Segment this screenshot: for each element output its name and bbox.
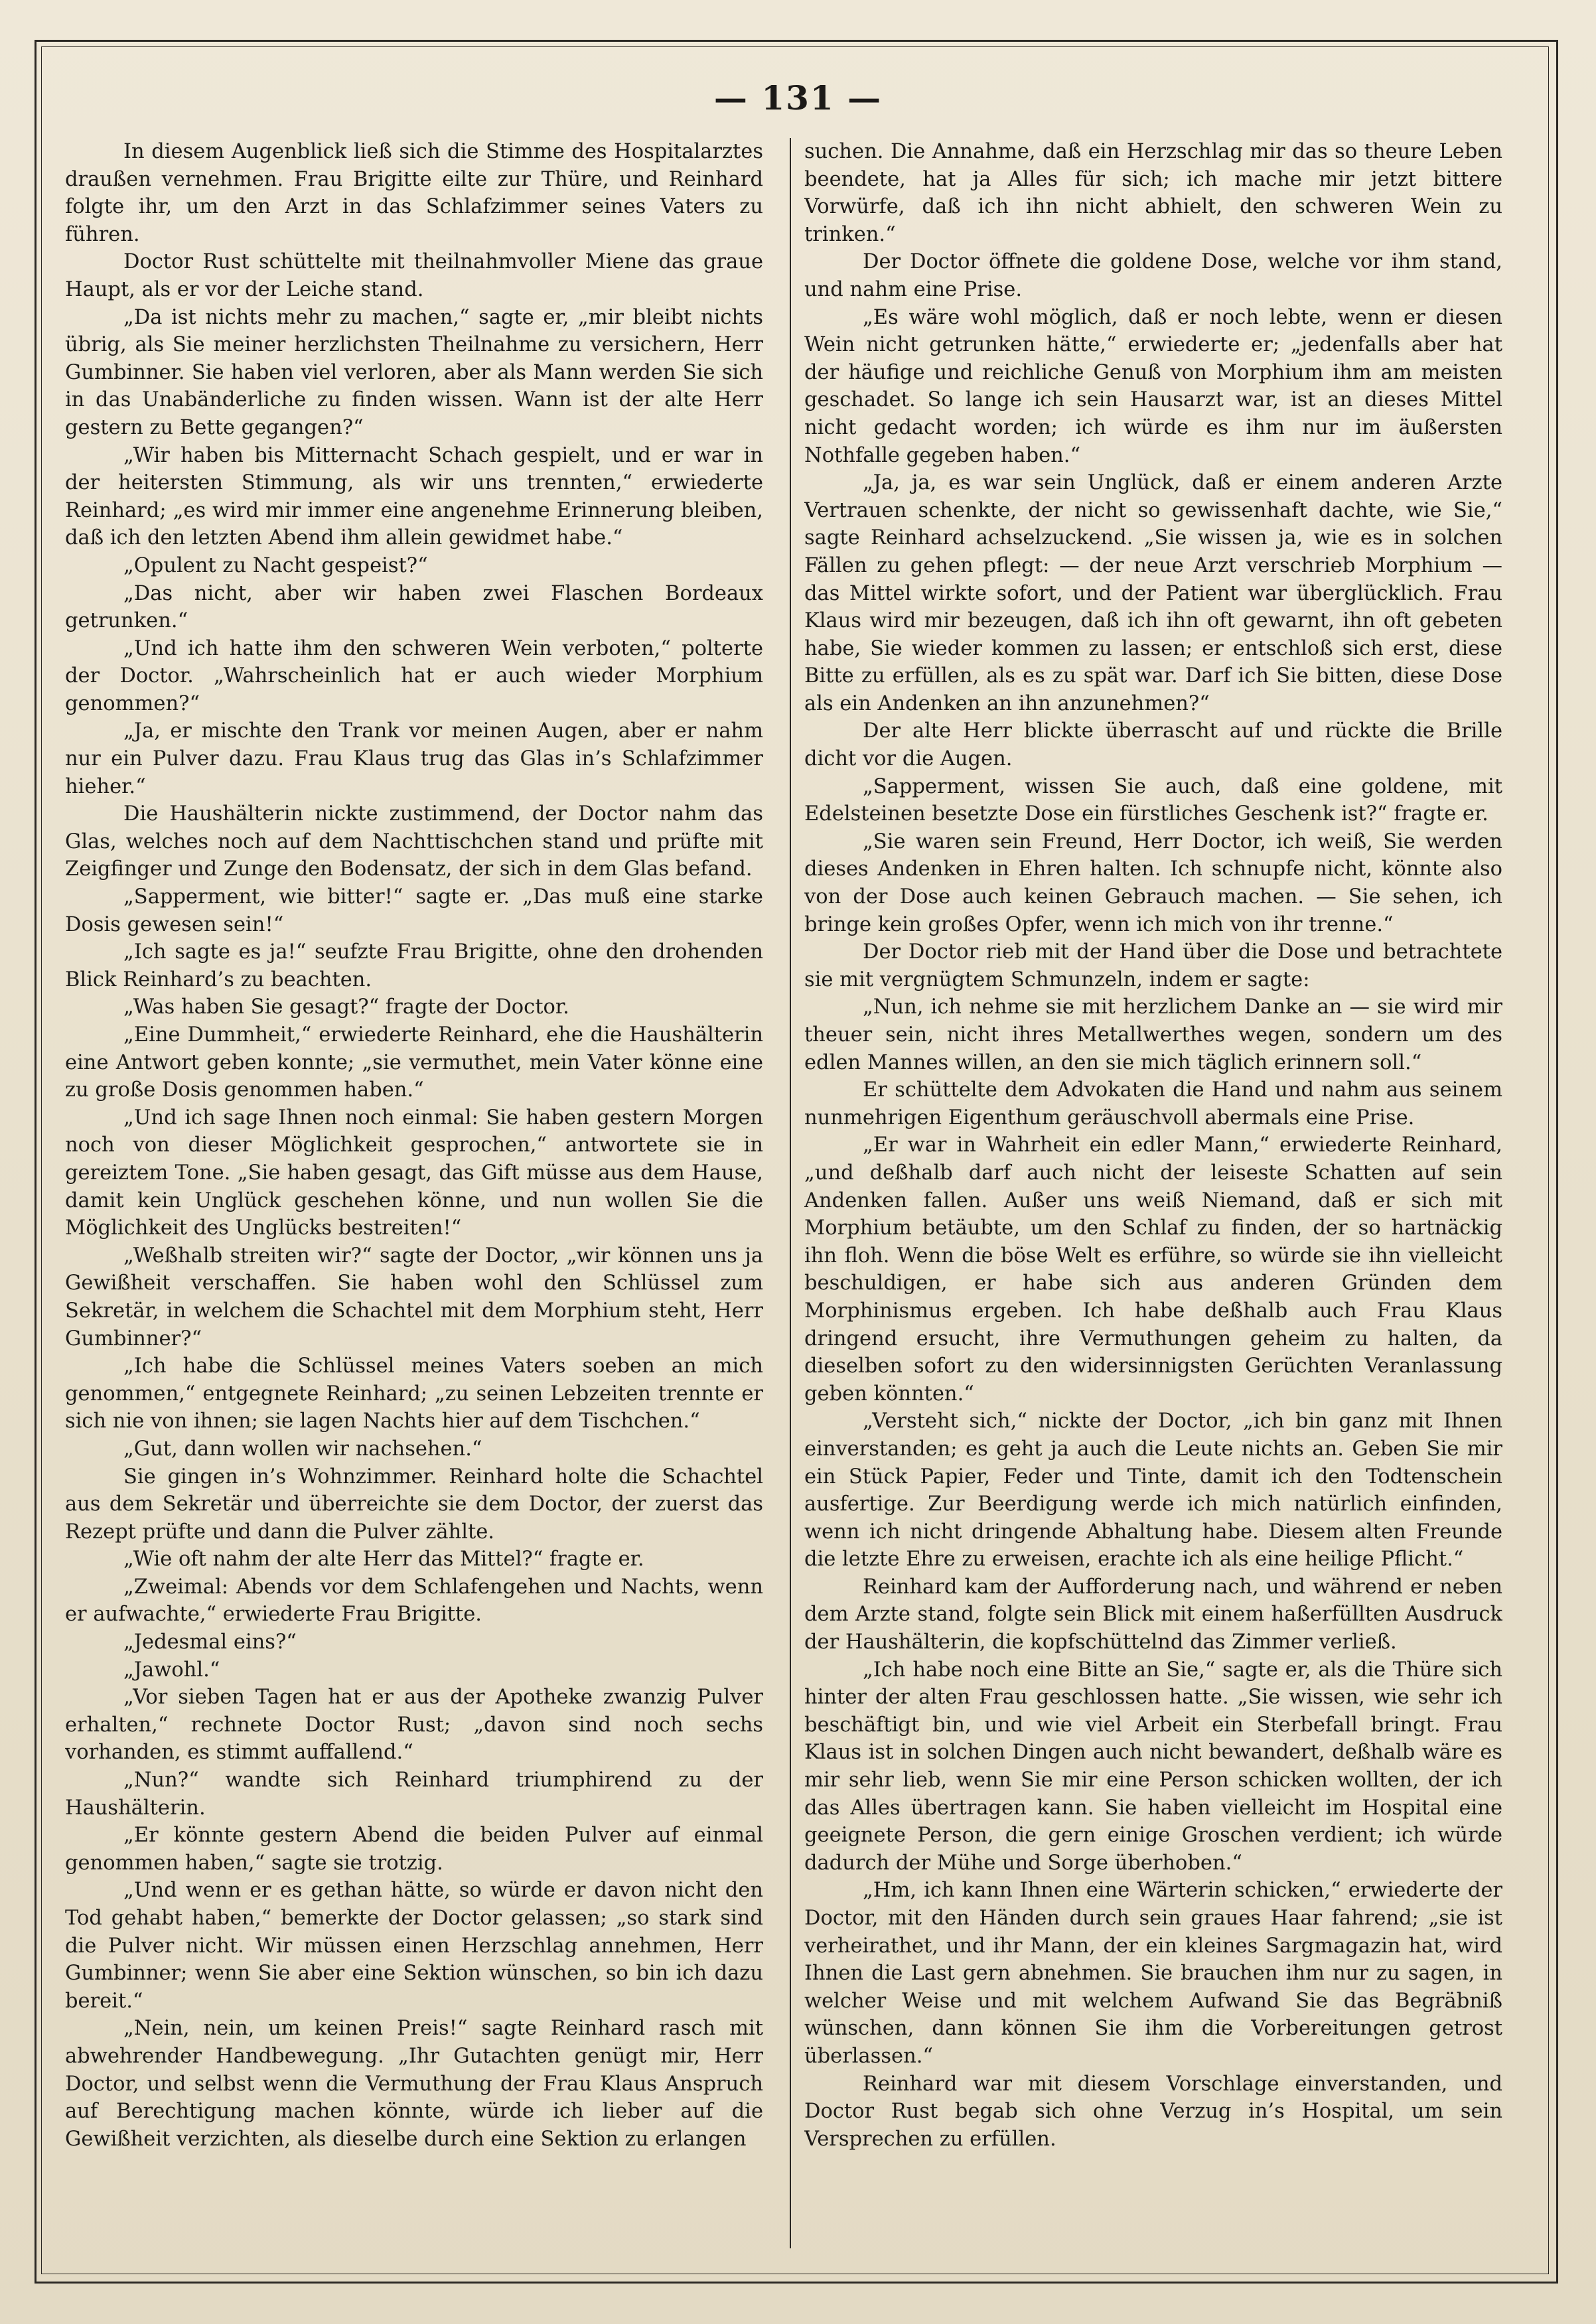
paragraph: Der Doctor rieb mit der Hand über die Dose und betrachtete sie mit vergnügtem Schmunzeln, indem er sagte:: [804, 940, 1502, 991]
paragraph: „Eine Dummheit,“ erwiederte Reinhard, ehe die Haushälterin eine Antwort geben konnte; „sie vermuthet, mein Vater könne eine zu große Dosis genommen haben.“: [65, 1023, 763, 1102]
paragraph: „Sie waren sein Freund, Herr Doctor, ich weiß, Sie werden dieses Andenken in Ehren halten. Ich schnupfe nicht, könnte also von der Dose auch keinen Gebrauch machen. — Sie sehen, ich bringe kein großes Opfer, wenn ich mich von ihr trenne.“: [804, 830, 1502, 936]
paragraph: „Es wäre wohl möglich, daß er noch lebte, wenn er diesen Wein nicht getrunken hätte,“ erwiederte er; „jedenfalls aber hat der häufige und reichliche Genuß von Morphium ihm am meisten geschadet. So lange ich sein Hausarzt war, ist an dieses Mittel nicht gedacht worden; ich würde es ihm nur im äußersten Nothfalle gegeben haben.“: [804, 305, 1502, 467]
paragraph: „Und ich sage Ihnen noch einmal: Sie haben gestern Morgen noch von dieser Möglichkeit gesprochen,“ antwortete sie in gereiztem Tone. „Sie haben gesagt, das Gift müsse aus dem Hause, damit kein Unglück geschehen könne, und nun wollen Sie die Möglichkeit des Unglücks bestreiten!“: [65, 1106, 763, 1240]
paragraph: „Und wenn er es gethan hätte, so würde er davon nicht den Tod gehabt haben,“ bemerkte der Doctor gelassen; „so stark sind die Pulver nicht. Wir müssen einen Herzschlag annehmen, Herr Gumbinner; wenn Sie aber eine Sektion wünschen, so bin ich dazu bereit.“: [65, 1879, 763, 2013]
paragraph: „Versteht sich,“ nickte der Doctor, „ich bin ganz mit Ihnen einverstanden; es geht ja auch die Leute nichts an. Geben Sie mir ein Stück Papier, Feder und Tinte, damit ich den Todtenschein ausfertige. Zur Beerdigung werde ich mich natürlich einfinden, wenn ich nicht dringende Abhaltung habe. Diesem alten Freunde die letzte Ehre zu erweisen, erachte ich als eine heilige Pflicht.“: [804, 1410, 1502, 1571]
paragraph: „Wir haben bis Mitternacht Schach gespielt, und er war in der heitersten Stimmung, als wir uns trennten,“ erwiederte Reinhard; „es wird mir immer eine angenehme Erinnerung bleiben, daß ich den letzten Abend ihm allein gewidmet habe.“: [65, 443, 763, 550]
paragraph: „Wie oft nahm der alte Herr das Mittel?“ fragte er.: [123, 1548, 644, 1571]
paragraph: „Ich sagte es ja!“ seufzte Frau Brigitte, ohne den drohenden Blick Reinhard’s zu beachten.: [65, 940, 763, 991]
paragraph: „Das nicht, aber wir haben zwei Flaschen Bordeaux getrunken.“: [65, 581, 763, 633]
paragraph: Der alte Herr blickte überrascht auf und rückte die Brille dicht vor die Augen.: [804, 719, 1502, 771]
paragraph: „Gut, dann wollen wir nachsehen.“: [123, 1437, 482, 1461]
paragraph: „Zweimal: Abends vor dem Schlafengehen und Nachts, wenn er aufwachte,“ erwiederte Frau Brigitte.: [65, 1575, 763, 1627]
paragraph: „Sapperment, wissen Sie auch, daß eine goldene, mit Edelsteinen besetzte Dose ein fürstliches Geschenk ist?“ fragte er.: [804, 774, 1502, 826]
paragraph: „Nein, nein, um keinen Preis!“ sagte Reinhard rasch mit abwehrender Handbewegung. „Ihr Gutachten genügt mir, Herr Doctor, und selbst wenn die Vermuthung der Frau Klaus Anspruch auf Berechtigung machen könnte, würde ich lieber auf die Gewißheit verzichten, als dieselbe durch eine Sektion zu erlangen: [65, 2017, 763, 2151]
paragraph: „Vor sieben Tagen hat er aus der Apotheke zwanzig Pulver erhalten,“ rechnete Doctor Rust; „davon sind noch sechs vorhanden, es stimmt auffallend.“: [65, 1686, 763, 1765]
paragraph: „Er könnte gestern Abend die beiden Pulver auf einmal genommen haben,“ sagte sie trotzig.: [65, 1824, 763, 1875]
paragraph: Sie gingen in’s Wohnzimmer. Reinhard holte die Schachtel aus dem Sekretär und überreichte sie dem Doctor, der zuerst das Rezept prüfte und dann die Pulver zählte.: [65, 1465, 763, 1544]
paragraph: „Jawohl.“: [123, 1658, 220, 1682]
paragraph: „Nun, ich nehme sie mit herzlichem Danke an — sie wird mir theuer sein, nicht ihres Metallwerthes wegen, sondern um des edlen Mannes willen, an den sie mich täglich erinnern soll.“: [804, 995, 1502, 1074]
column-divider: [790, 138, 791, 2248]
paragraph: Reinhard war mit diesem Vorschlage einverstanden, und Doctor Rust begab sich ohne Verzug in’s Hospital, um sein Versprechen zu erfüllen.: [804, 2072, 1502, 2151]
left-column: [65, 138, 763, 2248]
paragraph: In diesem Augenblick ließ sich die Stimme des Hospitalarztes draußen vernehmen. Frau Brigitte eilte zur Thüre, und Reinhard folgte ihr, um den Arzt in das Schlafzimmer seines Vaters zu führen.: [65, 140, 763, 246]
paragraph: „Da ist nichts mehr zu machen,“ sagte er, „mir bleibt nichts übrig, als Sie meiner herzlichsten Theilnahme zu versichern, Herr Gumbinner. Sie haben viel verloren, aber als Mann werden Sie sich in das Unabänderliche zu finden wissen. Wann ist der alte Herr gestern zu Bette gegangen?“: [65, 305, 763, 439]
paragraph: „Ja, er mischte den Trank vor meinen Augen, aber er nahm nur ein Pulver dazu. Frau Klaus trug das Glas in’s Schlafzimmer hieher.“: [65, 719, 763, 798]
paragraph: suchen. Die Annahme, daß ein Herzschlag mir das so theure Leben beendete, hat ja Alles für sich; ich mache mir jetzt bittere Vorwürfe, daß ich ihn nicht abhielt, den schweren Wein zu trinken.“: [804, 140, 1502, 246]
paragraph: Er schüttelte dem Advokaten die Hand und nahm aus seinem nunmehrigen Eigenthum geräuschvoll abermals eine Prise.: [804, 1078, 1502, 1129]
paragraph: „Hm, ich kann Ihnen eine Wärterin schicken,“ erwiederte der Doctor, mit den Händen durch sein graues Haar fahrend; „sie ist verheirathet, und ihr Mann, der ein kleines Sargmagazin hat, wird Ihnen die Last gern abnehmen. Sie brauchen ihm nur zu sagen, in welcher Weise und mit welchem Aufwand Sie das Begräbniß wünschen, dann können Sie ihm die Vorbereitungen getrost überlassen.“: [804, 1879, 1502, 2068]
paragraph: „Opulent zu Nacht gespeist?“: [123, 553, 428, 577]
paragraph: „Ich habe die Schlüssel meines Vaters soeben an mich genommen,“ entgegnete Reinhard; „zu seinen Lebzeiten trennte er sich nie von ihnen; sie lagen Nachts hier auf dem Tischchen.“: [65, 1354, 763, 1433]
paragraph: Doctor Rust schüttelte mit theilnahmvoller Miene das graue Haupt, als er vor der Leiche stand.: [65, 250, 763, 301]
paragraph: „Ich habe noch eine Bitte an Sie,“ sagte er, als die Thüre sich hinter der alten Frau geschlossen hatte. „Sie wissen, wie sehr ich beschäftigt bin, und wie viel Arbeit ein Sterbefall bringt. Frau Klaus ist in solchen Dingen auch nicht bewandert, deßhalb wäre es mir sehr lieb, wenn Sie mir eine Person schicken wollten, der ich das Alles übertragen kann. Sie haben vielleicht im Hospital eine geeignete Person, die gern einige Groschen verdient; ich würde dadurch der Mühe und Sorge überhoben.“: [804, 1658, 1502, 1875]
paragraph: „Sapperment, wie bitter!“ sagte er. „Das muß eine starke Dosis gewesen sein!“: [65, 885, 763, 936]
paragraph: Reinhard kam der Aufforderung nach, und während er neben dem Arzte stand, folgte sein Blick mit einem haßerfüllten Ausdruck der Haushälterin, die kopfschüttelnd das Zimmer verließ.: [804, 1575, 1502, 1654]
paragraph: „Und ich hatte ihm den schweren Wein verboten,“ polterte der Doctor. „Wahrscheinlich hat er auch wieder Morphium genommen?“: [65, 636, 763, 715]
paragraph: „Nun?“ wandte sich Reinhard triumphirend zu der Haushälterin.: [65, 1769, 763, 1820]
paragraph: „Ja, ja, es war sein Unglück, daß er einem anderen Arzte Vertrauen schenkte, der nicht so gewissenhaft dachte, wie Sie,“ sagte Reinhard achselzuckend. „Sie wissen ja, wie es in solchen Fällen zu gehen pflegt: — der neue Arzt verschrieb Morphium — das Mittel wirkte sofort, und der Patient war überglücklich. Frau Klaus wird mir bezeugen, daß ich ihn oft gewarnt, ihn oft gebeten habe, Sie wieder kommen zu lassen; er entschloß sich erst, diese Bitte zu erfüllen, als es zu spät war. Darf ich Sie bitten, diese Dose als ein Andenken an ihn anzunehmen?“: [804, 471, 1502, 715]
page-number: — 131 —: [713, 78, 883, 117]
paragraph: „Er war in Wahrheit ein edler Mann,“ erwiederte Reinhard, „und deßhalb darf auch nicht der leiseste Schatten auf sein Andenken fallen. Außer uns weiß Niemand, daß er sich mit Morphium betäubte, um den Schlaf zu finden, der so hartnäckig ihn floh. Wenn die böse Welt es erführe, so würde sie ihn vielleicht beschuldigen, er habe sich aus anderen Gründen dem Morphinismus ergeben. Ich habe deßhalb auch Frau Klaus dringend ersucht, ihre Vermuthungen geheim zu halten, da dieselben sofort zu den widersinnigsten Gerüchten Veranlassung geben könnten.“: [804, 1133, 1502, 1406]
paragraph: Die Haushälterin nickte zustimmend, der Doctor nahm das Glas, welches noch auf dem Nachttischchen stand und prüfte mit Zeigfinger und Zunge den Bodensatz, der sich in dem Glas befand.: [65, 802, 763, 881]
paragraph: „Weßhalb streiten wir?“ sagte der Doctor, „wir können uns ja Gewißheit verschaffen. Sie haben wohl den Schlüssel zum Sekretär, in welchem die Schachtel mit dem Morphium steht, Herr Gumbinner?“: [65, 1244, 763, 1350]
right-column: [804, 138, 1502, 2248]
paragraph: „Was haben Sie gesagt?“ fragte der Doctor.: [123, 995, 569, 1019]
paragraph: Der Doctor öffnete die goldene Dose, welche vor ihm stand, und nahm eine Prise.: [804, 250, 1502, 301]
paragraph: „Jedesmal eins?“: [123, 1631, 297, 1654]
